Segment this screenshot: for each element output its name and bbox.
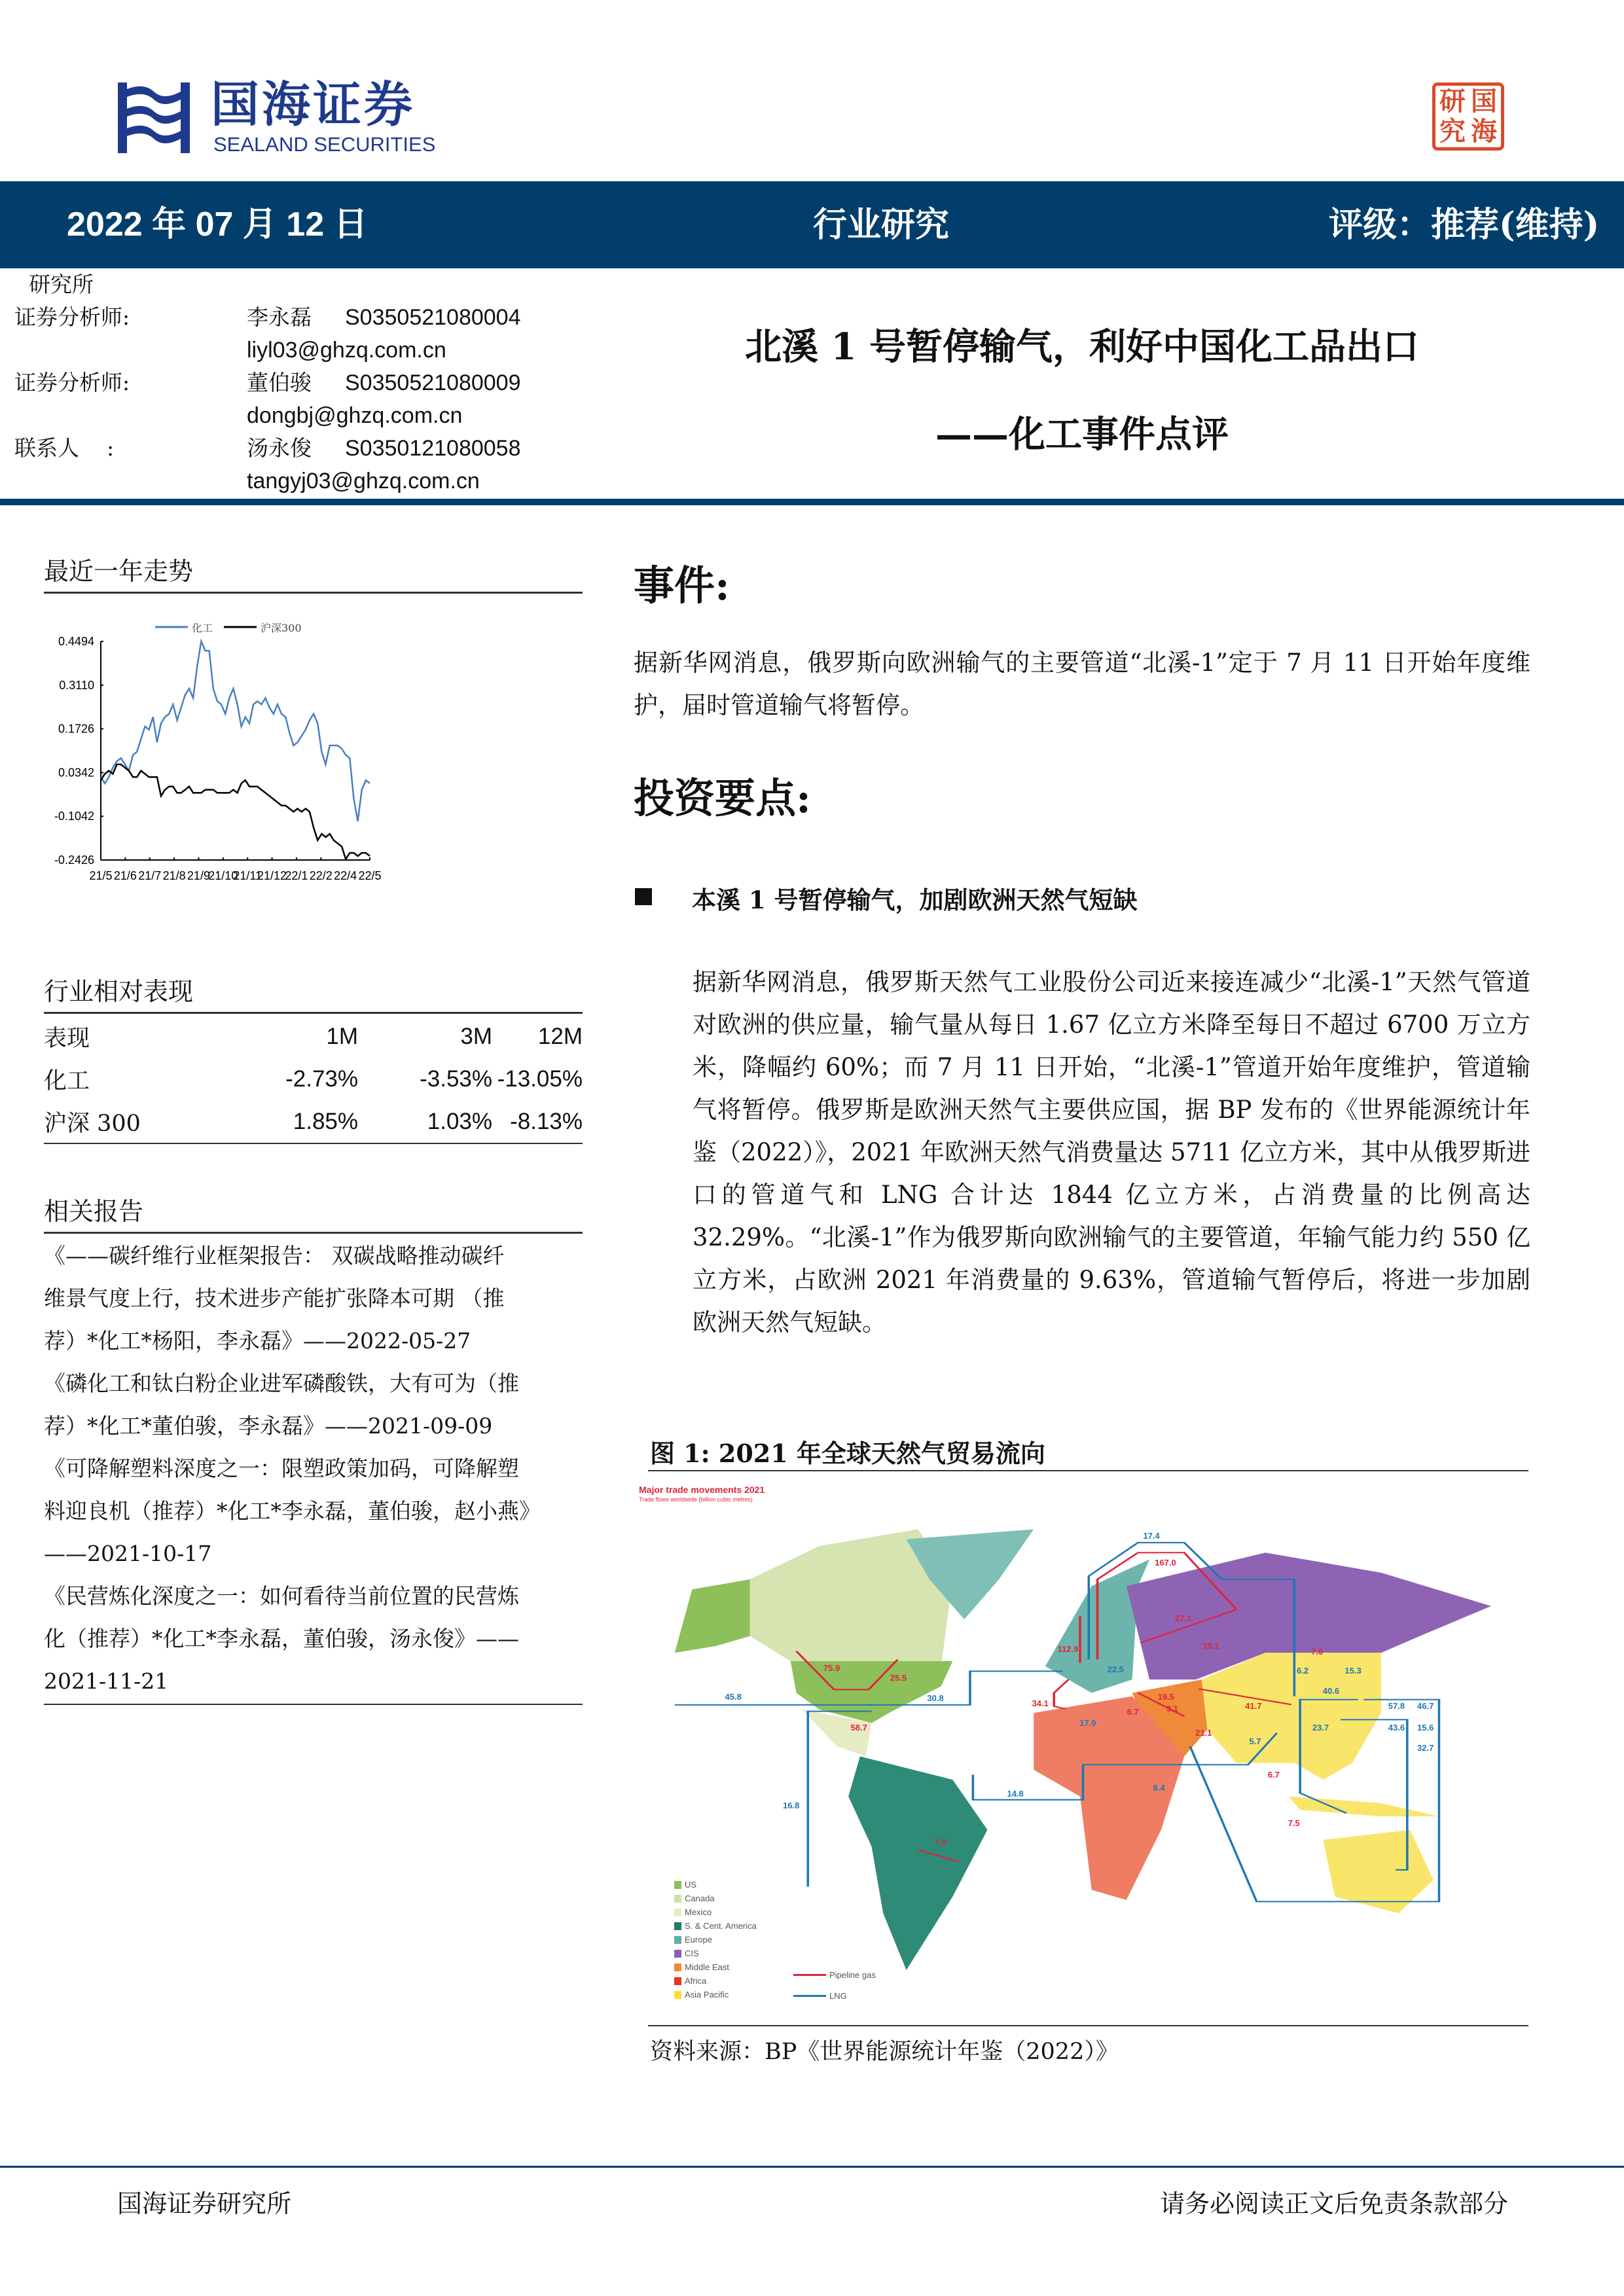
- legend-swatch: [674, 1895, 681, 1903]
- event-text: 据新华网消息，俄罗斯向欧洲输气的主要管道“北溪-1”定于 7 月 11 日开始年度维护，届时管道输气将暂停。: [634, 649, 1530, 719]
- report-category: 行业研究: [813, 205, 950, 245]
- x-tick-label: 21/6: [113, 869, 137, 882]
- legend-label: Africa: [685, 1976, 707, 1986]
- lng-flow-value: 15.3: [1344, 1665, 1362, 1676]
- legend-label: Middle East: [685, 1962, 729, 1972]
- report-title: 北溪 1 号暂停输气，利好中国化工品出口: [745, 325, 1419, 368]
- contact-role: 联系人 :: [14, 435, 115, 461]
- lng-flow-value: 17.4: [1143, 1530, 1160, 1541]
- analyst-list: [14, 301, 577, 497]
- legend-swatch: [674, 1950, 681, 1958]
- lng-flow-value: 45.8: [725, 1691, 742, 1702]
- divider: [44, 1232, 583, 1234]
- related-report-line[interactable]: 《磷化工和钛白粉企业进军磷酸铁，大有可为（推: [44, 1371, 519, 1396]
- legend-label: 沪深300: [261, 622, 302, 634]
- pipeline-flow-value: 167.0: [1155, 1557, 1176, 1568]
- map-title: Major trade movements 2021: [639, 1484, 765, 1495]
- table-cell: 1.03%: [427, 1108, 492, 1134]
- analyst-name: 董伯骏: [247, 370, 312, 395]
- region-australia: [1324, 1830, 1434, 1914]
- x-tick-label: 22/5: [358, 869, 382, 882]
- key-points-body: 据新华网消息，俄罗斯天然气工业股份公司近来接连减少“北溪-1”天然气管道对欧洲的供应量，输气量从每日 1.67 亿立方米降至每日不超过 6700 万立方米，降幅约 60%；而 7 月 11 日开始，“北溪-1”管道开始年度维护，管道输气将暂停。俄罗斯是欧洲天然气主要供应国，据 BP 发布的《世界能源统计年鉴（2022）》，2021 年欧洲天然气消费量达 5711 亿立方米，其中从俄罗斯进口的管道气和 LNG 合计达 1844 亿立方米，占消费量的比例高达 32.29%。“北溪-1”作为俄罗斯向欧洲输气的主要管道，年输气能力约 550 亿立方米，占欧洲 2021 年消费量的 9.63%，管道输气暂停后，将进一步加剧欧洲天然气短缺。: [693, 968, 1530, 1336]
- row-label: 化工: [44, 1067, 90, 1094]
- divider: [44, 592, 583, 594]
- figure-source: 资料来源：BP《世界能源统计年鉴（2022）》: [650, 2039, 1119, 2065]
- related-report-line[interactable]: 荐）*化工*董伯骏，李永磊》——2021-09-09: [44, 1413, 493, 1439]
- related-reports-heading: 相关报告: [44, 1197, 144, 1226]
- y-tick-label: -0.2426: [54, 853, 94, 867]
- related-report-line[interactable]: 化（推荐）*化工*李永磊，董伯骏，汤永俊》——: [44, 1626, 519, 1651]
- figure-caption: 图 1: 2021 年全球天然气贸易流向: [650, 1439, 1045, 1468]
- divider: [44, 1012, 583, 1014]
- contact-email[interactable]: tangyj03@ghzq.com.cn: [247, 469, 480, 493]
- lng-flow-value: 57.8: [1388, 1700, 1405, 1711]
- related-report-line[interactable]: 《——碳纤维行业框架报告： 双碳战略推动碳纤: [44, 1243, 505, 1268]
- legend-swatch: [674, 1964, 681, 1971]
- map-legend-item: [674, 1948, 699, 1958]
- pipeline-flow-value: 9.1: [1166, 1704, 1178, 1714]
- table-cell: -2.73%: [285, 1066, 358, 1092]
- pipeline-flow-value: 58.7: [850, 1723, 867, 1733]
- legend-label: Mexico: [685, 1907, 712, 1917]
- x-tick-label: 22/1: [285, 869, 308, 882]
- bullet-title: 本溪 1 号暂停输气，加剧欧洲天然气短缺: [692, 886, 1138, 914]
- legend-label: 化工: [192, 622, 213, 634]
- pipeline-flow-value: 21.1: [1195, 1727, 1212, 1738]
- trade-flow-map: [628, 1479, 1532, 2003]
- pipeline-flow-value: 19.5: [1157, 1691, 1174, 1702]
- lng-flow-value: 17.9: [1079, 1718, 1096, 1729]
- row-label: 沪深 300: [44, 1110, 141, 1137]
- divider: [648, 1470, 1528, 1471]
- header-bar: [0, 181, 1624, 268]
- analyst-email[interactable]: dongbj@ghzq.com.cn: [247, 403, 463, 428]
- y-tick-label: 0.0342: [58, 766, 94, 780]
- footer-divider: [0, 2166, 1624, 2168]
- x-tick-label: 22/4: [334, 869, 357, 882]
- analyst-email[interactable]: liyl03@ghzq.com.cn: [247, 338, 446, 363]
- pipeline-flow-value: 75.9: [823, 1663, 840, 1674]
- map-legend-item: [674, 1907, 712, 1917]
- lng-flow-value: 15.6: [1417, 1722, 1434, 1732]
- legend-label: S. & Cent. America: [685, 1921, 757, 1931]
- legend-label: Pipeline gas: [829, 1970, 876, 1980]
- lng-flow-value: 40.6: [1322, 1686, 1340, 1696]
- pipeline-flow-value: 6.7: [1267, 1769, 1280, 1780]
- map-legend-item: [674, 1976, 706, 1986]
- legend-label: Canada: [685, 1893, 715, 1903]
- pipeline-flow-value: 112.9: [1057, 1644, 1079, 1655]
- x-tick-label: 22/2: [309, 869, 333, 882]
- bullet-square-icon: [635, 888, 652, 905]
- analyst-role: 证券分析师:: [14, 370, 130, 395]
- x-tick-label: 21/11: [233, 869, 262, 882]
- map-legend-item: [674, 1921, 757, 1931]
- lng-flow-value: 22.5: [1107, 1664, 1124, 1674]
- research-dept: 研究所: [29, 272, 94, 297]
- legend-swatch: [674, 1936, 681, 1944]
- related-report-line[interactable]: 维景气度上行，技术进步产能扩张降本可期 （推: [44, 1285, 505, 1311]
- x-tick-label: 21/10: [208, 869, 238, 882]
- world-map-shapes: [628, 1479, 1532, 2003]
- column-header: 1M: [326, 1023, 358, 1049]
- event-heading: 事件:: [634, 562, 730, 609]
- table-cell: -13.05%: [497, 1066, 583, 1092]
- y-tick-label: -0.1042: [54, 810, 94, 823]
- lng-flow-value: 32.7: [1417, 1743, 1434, 1753]
- logo-wave-icon: [118, 82, 190, 153]
- map-legend-item: [674, 1935, 712, 1945]
- key-points-heading: 投资要点:: [634, 774, 811, 822]
- divider: [44, 1704, 583, 1705]
- region-alaska: [675, 1579, 750, 1653]
- pipeline-flow-value: 25.5: [890, 1672, 907, 1683]
- lng-flow-value: 16.8: [783, 1800, 800, 1810]
- related-report-line[interactable]: 《可降解塑料深度之一：限塑政策加码，可降解塑: [44, 1456, 519, 1481]
- pipeline-flow-value: 6.7: [1127, 1707, 1139, 1717]
- pipeline-arrow-icon: [793, 1974, 826, 1976]
- x-tick-label: 21/7: [138, 869, 162, 882]
- lng-flow-value: 8.4: [1153, 1782, 1165, 1793]
- related-report-line[interactable]: 《民营炼化深度之一：如何看待当前位置的民营炼: [44, 1583, 519, 1609]
- region-south-america: [848, 1756, 987, 1970]
- lng-flow-value: 30.8: [927, 1693, 944, 1703]
- table-header-row: [44, 1015, 583, 1058]
- legend-label: Europe: [685, 1935, 712, 1945]
- analyst-role: 证券分析师:: [14, 304, 130, 330]
- contact-name: 汤永俊: [247, 435, 312, 461]
- pipeline-flow-value: 7.5: [1288, 1818, 1300, 1828]
- performance-table: [44, 1015, 583, 1143]
- related-reports-list: [44, 1234, 583, 1702]
- x-tick-label: 21/9: [187, 869, 210, 882]
- table-row: [44, 1058, 583, 1100]
- map-legend-item: [674, 1880, 696, 1890]
- footer-disclaimer-link[interactable]: 请务必阅读正文后免责条款部分: [1159, 2189, 1508, 2218]
- legend-swatch: [674, 1922, 681, 1930]
- y-tick-label: 0.1726: [58, 722, 94, 736]
- divider: [648, 2025, 1528, 2026]
- related-report-line[interactable]: 料迎良机（推荐）*化工*李永磊，董伯骏，赵小燕》: [44, 1498, 541, 1524]
- region-indonesia: [1288, 1797, 1439, 1817]
- legend-swatch: [674, 1977, 681, 1985]
- related-report-line[interactable]: 荐）*化工*杨阳，李永磊》——2022-05-27: [44, 1328, 471, 1354]
- table-cell: -8.13%: [510, 1108, 583, 1134]
- contact-cert-id: S0350121080058: [345, 436, 521, 461]
- trend-heading: 最近一年走势: [44, 557, 194, 586]
- related-report-line[interactable]: 2021-11-21: [44, 1668, 169, 1694]
- column-header: 3M: [460, 1023, 492, 1049]
- series-line-chemical: [101, 641, 370, 821]
- legend-label: LNG: [829, 1991, 847, 2001]
- logo-name-cn: 国海证券: [211, 77, 415, 133]
- lng-flow-value: 46.7: [1417, 1700, 1434, 1711]
- table-row: [44, 1100, 583, 1143]
- report-date: 2022 年 07 月 12 日: [67, 206, 368, 243]
- related-report-line[interactable]: ——2021-10-17: [44, 1541, 212, 1566]
- trend-chart: [44, 609, 587, 890]
- pipeline-flow-value: 7.0: [934, 1837, 947, 1848]
- rating: 评级：推荐(维持): [1329, 205, 1600, 245]
- performance-heading: 行业相对表现: [44, 977, 194, 1006]
- legend-label: CIS: [685, 1948, 699, 1958]
- lng-flow-value: 14.8: [1007, 1788, 1024, 1799]
- pipeline-flow-line: [1054, 1679, 1068, 1709]
- footer-left: 国海证券研究所: [117, 2189, 292, 2218]
- analyst-cert-id: S0350521080004: [345, 305, 521, 330]
- pipeline-flow-value: 34.1: [1032, 1698, 1049, 1709]
- x-tick-label: 21/5: [89, 869, 113, 882]
- y-tick-label: 0.3110: [59, 678, 94, 692]
- map-legend-item: [674, 1962, 729, 1972]
- map-legend-item: [674, 1893, 715, 1903]
- header-divider: [0, 499, 1624, 505]
- pipeline-flow-value: 41.7: [1245, 1700, 1262, 1711]
- lng-flow-value: 5.7: [1249, 1736, 1261, 1746]
- pipeline-flow-value: 15.1: [1202, 1641, 1219, 1651]
- table-cell: 1.85%: [293, 1108, 358, 1134]
- research-seal-icon: 研 国 究 海: [1432, 82, 1504, 151]
- y-tick-label: 0.4494: [58, 635, 94, 648]
- legend-label: US: [685, 1880, 697, 1890]
- divider: [44, 1143, 583, 1144]
- column-header: 表现: [44, 1025, 90, 1052]
- column-header: 12M: [537, 1023, 583, 1049]
- lng-flow-value: 23.7: [1312, 1722, 1329, 1732]
- series-line-csi300: [101, 764, 370, 859]
- lng-flow-value: 6.2: [1296, 1665, 1309, 1676]
- legend-swatch: [674, 1909, 681, 1916]
- map-legend-item: [674, 1990, 729, 2000]
- legend-lng: [793, 1991, 847, 2001]
- legend-swatch: [674, 1991, 681, 1999]
- analyst-cert-id: S0350521080009: [345, 370, 521, 395]
- lng-arrow-icon: [793, 1995, 826, 1997]
- legend-swatch: [674, 1881, 681, 1889]
- legend-pipeline: [793, 1970, 876, 1980]
- legend-label: Asia Pacific: [685, 1990, 729, 2000]
- pipeline-flow-value: 7.6: [1311, 1647, 1324, 1657]
- logo-name-en: SEALAND SECURITIES: [213, 133, 436, 156]
- x-tick-label: 21/12: [257, 869, 287, 882]
- report-subtitle: ——化工事件点评: [935, 413, 1229, 456]
- lng-flow-value: 43.6: [1388, 1722, 1405, 1732]
- x-tick-label: 21/8: [162, 869, 186, 882]
- map-subtitle: Trade flows worldwide (billion cubic metres): [639, 1496, 753, 1503]
- pipeline-flow-value: 27.1: [1175, 1613, 1192, 1624]
- analyst-name: 李永磊: [247, 304, 312, 330]
- table-cell: -3.53%: [420, 1066, 492, 1092]
